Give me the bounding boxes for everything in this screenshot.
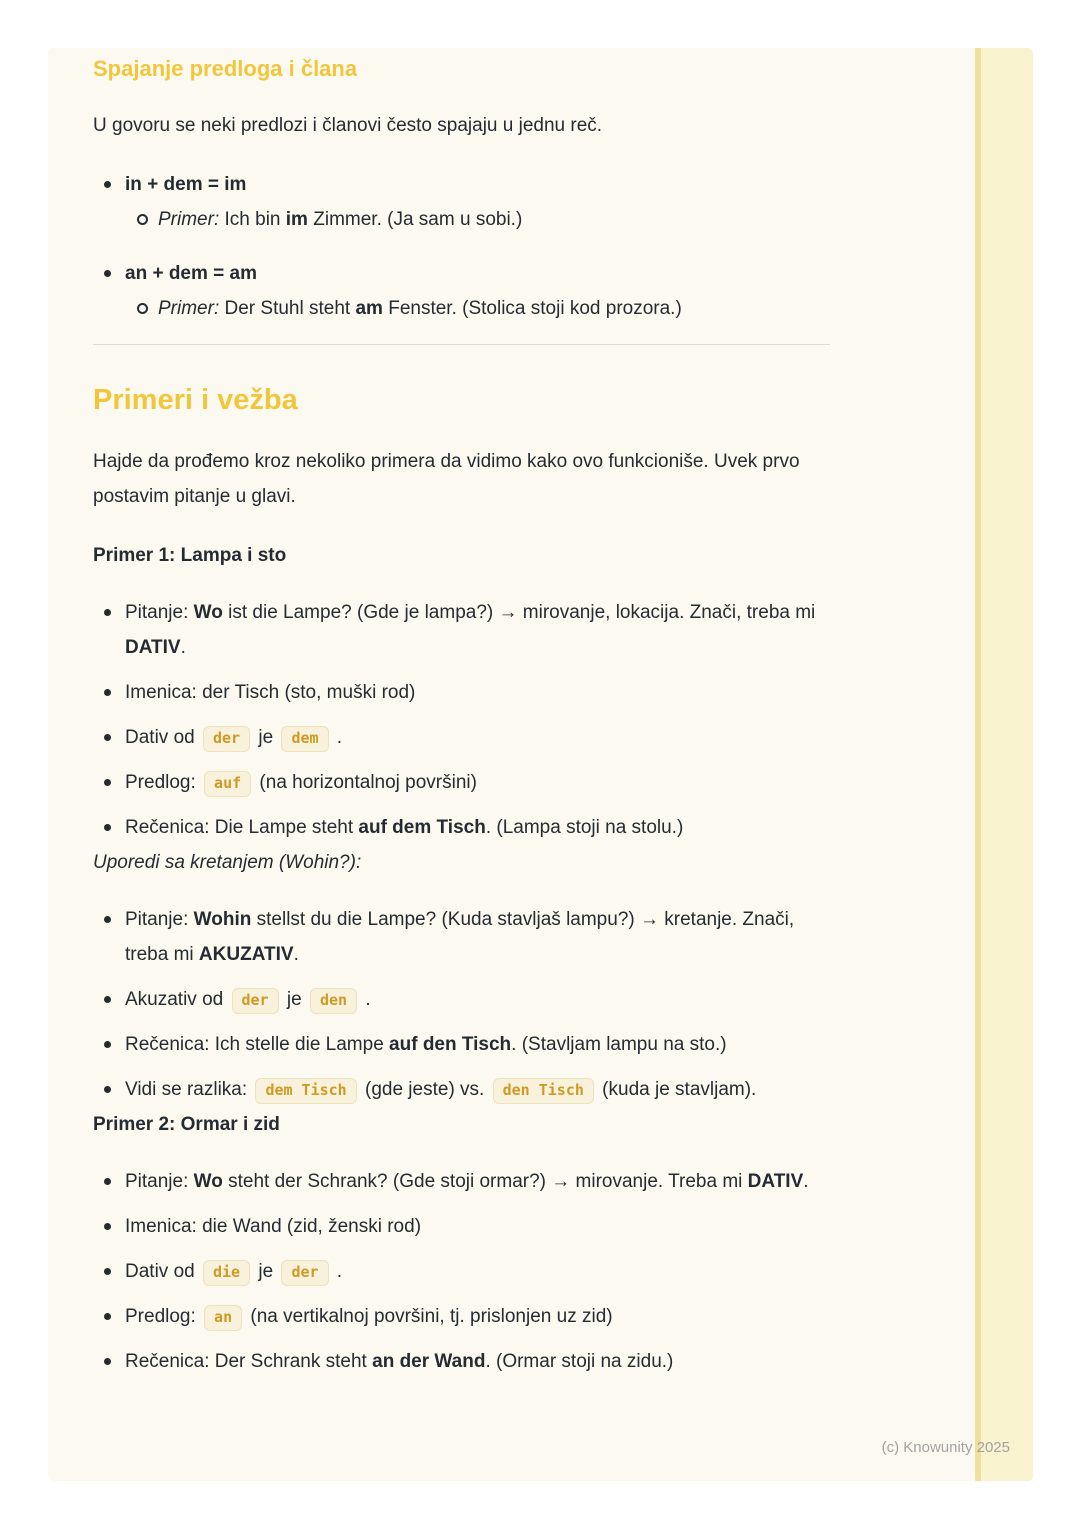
list-item-text: in + dem = im xyxy=(125,174,247,195)
section-heading-spajanje: Spajanje predloga i člana xyxy=(93,56,358,81)
example-1-list xyxy=(93,595,830,845)
list-item: Dativ od die je der . xyxy=(93,1254,830,1289)
list-item: Rečenica: Die Lampe steht auf dem Tisch. (Lampa stoji na stolu.) xyxy=(93,810,830,845)
list-item: Imenica: der Tisch (sto, muški rod) xyxy=(93,675,830,710)
list-item: Akuzativ od der je den . xyxy=(93,982,830,1017)
list-item: Dativ od der je dem . xyxy=(93,720,830,755)
list-item: Predlog: auf (na horizontalnoj površini) xyxy=(93,765,830,800)
sub-list-item: Primer: Der Stuhl steht am Fenster. (Stolica stoji kod prozora.) xyxy=(125,291,830,326)
list-item: Pitanje: Wo steht der Schrank? (Gde stoji ormar?) → mirovanje. Treba mi DATIV. xyxy=(93,1164,830,1199)
example-2-title: Primer 2: Ormar i zid xyxy=(93,1114,280,1135)
list-item xyxy=(93,167,830,237)
inline-code-chip: dem xyxy=(281,726,328,752)
inline-code-chip: der xyxy=(232,988,279,1014)
section-divider xyxy=(93,344,830,345)
list-item: Predlog: an (na vertikalnoj površini, tj. prislonjen uz zid) xyxy=(93,1299,830,1334)
watermark: (c) Knowunity 2025 xyxy=(881,1439,1010,1456)
page-edge-accent-strip xyxy=(975,48,1033,1481)
inline-code-chip: auf xyxy=(204,771,251,797)
list-item: Rečenica: Ich stelle die Lampe auf den Tisch. (Stavljam lampu na sto.) xyxy=(93,1027,830,1062)
list-item xyxy=(93,256,830,326)
compare-note: Uporedi sa kretanjem (Wohin?): xyxy=(93,852,362,873)
note-content xyxy=(93,48,830,1379)
list-item: Pitanje: Wohin stellst du die Lampe? (Kuda stavljaš lampu?) → kretanje. Znači, treba mi AKUZATIV. xyxy=(93,902,830,972)
sub-list xyxy=(125,202,830,237)
example-1-title: Primer 1: Lampa i sto xyxy=(93,545,287,566)
inline-code-chip: den xyxy=(310,988,357,1014)
examples-intro-paragraph: Hajde da prođemo kroz nekoliko primera da vidimo kako ovo funkcioniše. Uvek prvo postavim pitanje u glavi. xyxy=(93,451,800,507)
inline-code-chip: an xyxy=(204,1305,242,1331)
sub-list xyxy=(125,291,830,326)
inline-code-chip: die xyxy=(203,1260,250,1286)
sub-list-item: Primer: Ich bin im Zimmer. (Ja sam u sobi.) xyxy=(125,202,830,237)
merge-rules-list xyxy=(93,167,830,326)
list-item: Vidi se razlika: dem Tisch (gde jeste) vs. den Tisch (kuda je stavljam). xyxy=(93,1072,830,1107)
inline-code-chip: den Tisch xyxy=(493,1078,594,1104)
inline-code-chip: dem Tisch xyxy=(255,1078,356,1104)
section-heading-primeri: Primeri i vežba xyxy=(93,384,298,416)
inline-code-chip: der xyxy=(281,1260,328,1286)
example-2-list xyxy=(93,1164,830,1379)
note-page-card xyxy=(48,48,1033,1481)
list-item: Rečenica: Der Schrank steht an der Wand. (Ormar stoji na zidu.) xyxy=(93,1344,830,1379)
list-item: Pitanje: Wo ist die Lampe? (Gde je lampa?) → mirovanje, lokacija. Znači, treba mi DATIV. xyxy=(93,595,830,665)
inline-code-chip: der xyxy=(203,726,250,752)
compare-list xyxy=(93,902,830,1107)
list-item-text: an + dem = am xyxy=(125,263,258,284)
merge-intro-paragraph: U govoru se neki predlozi i članovi često spajaju u jednu reč. xyxy=(93,115,603,136)
list-item: Imenica: die Wand (zid, ženski rod) xyxy=(93,1209,830,1244)
